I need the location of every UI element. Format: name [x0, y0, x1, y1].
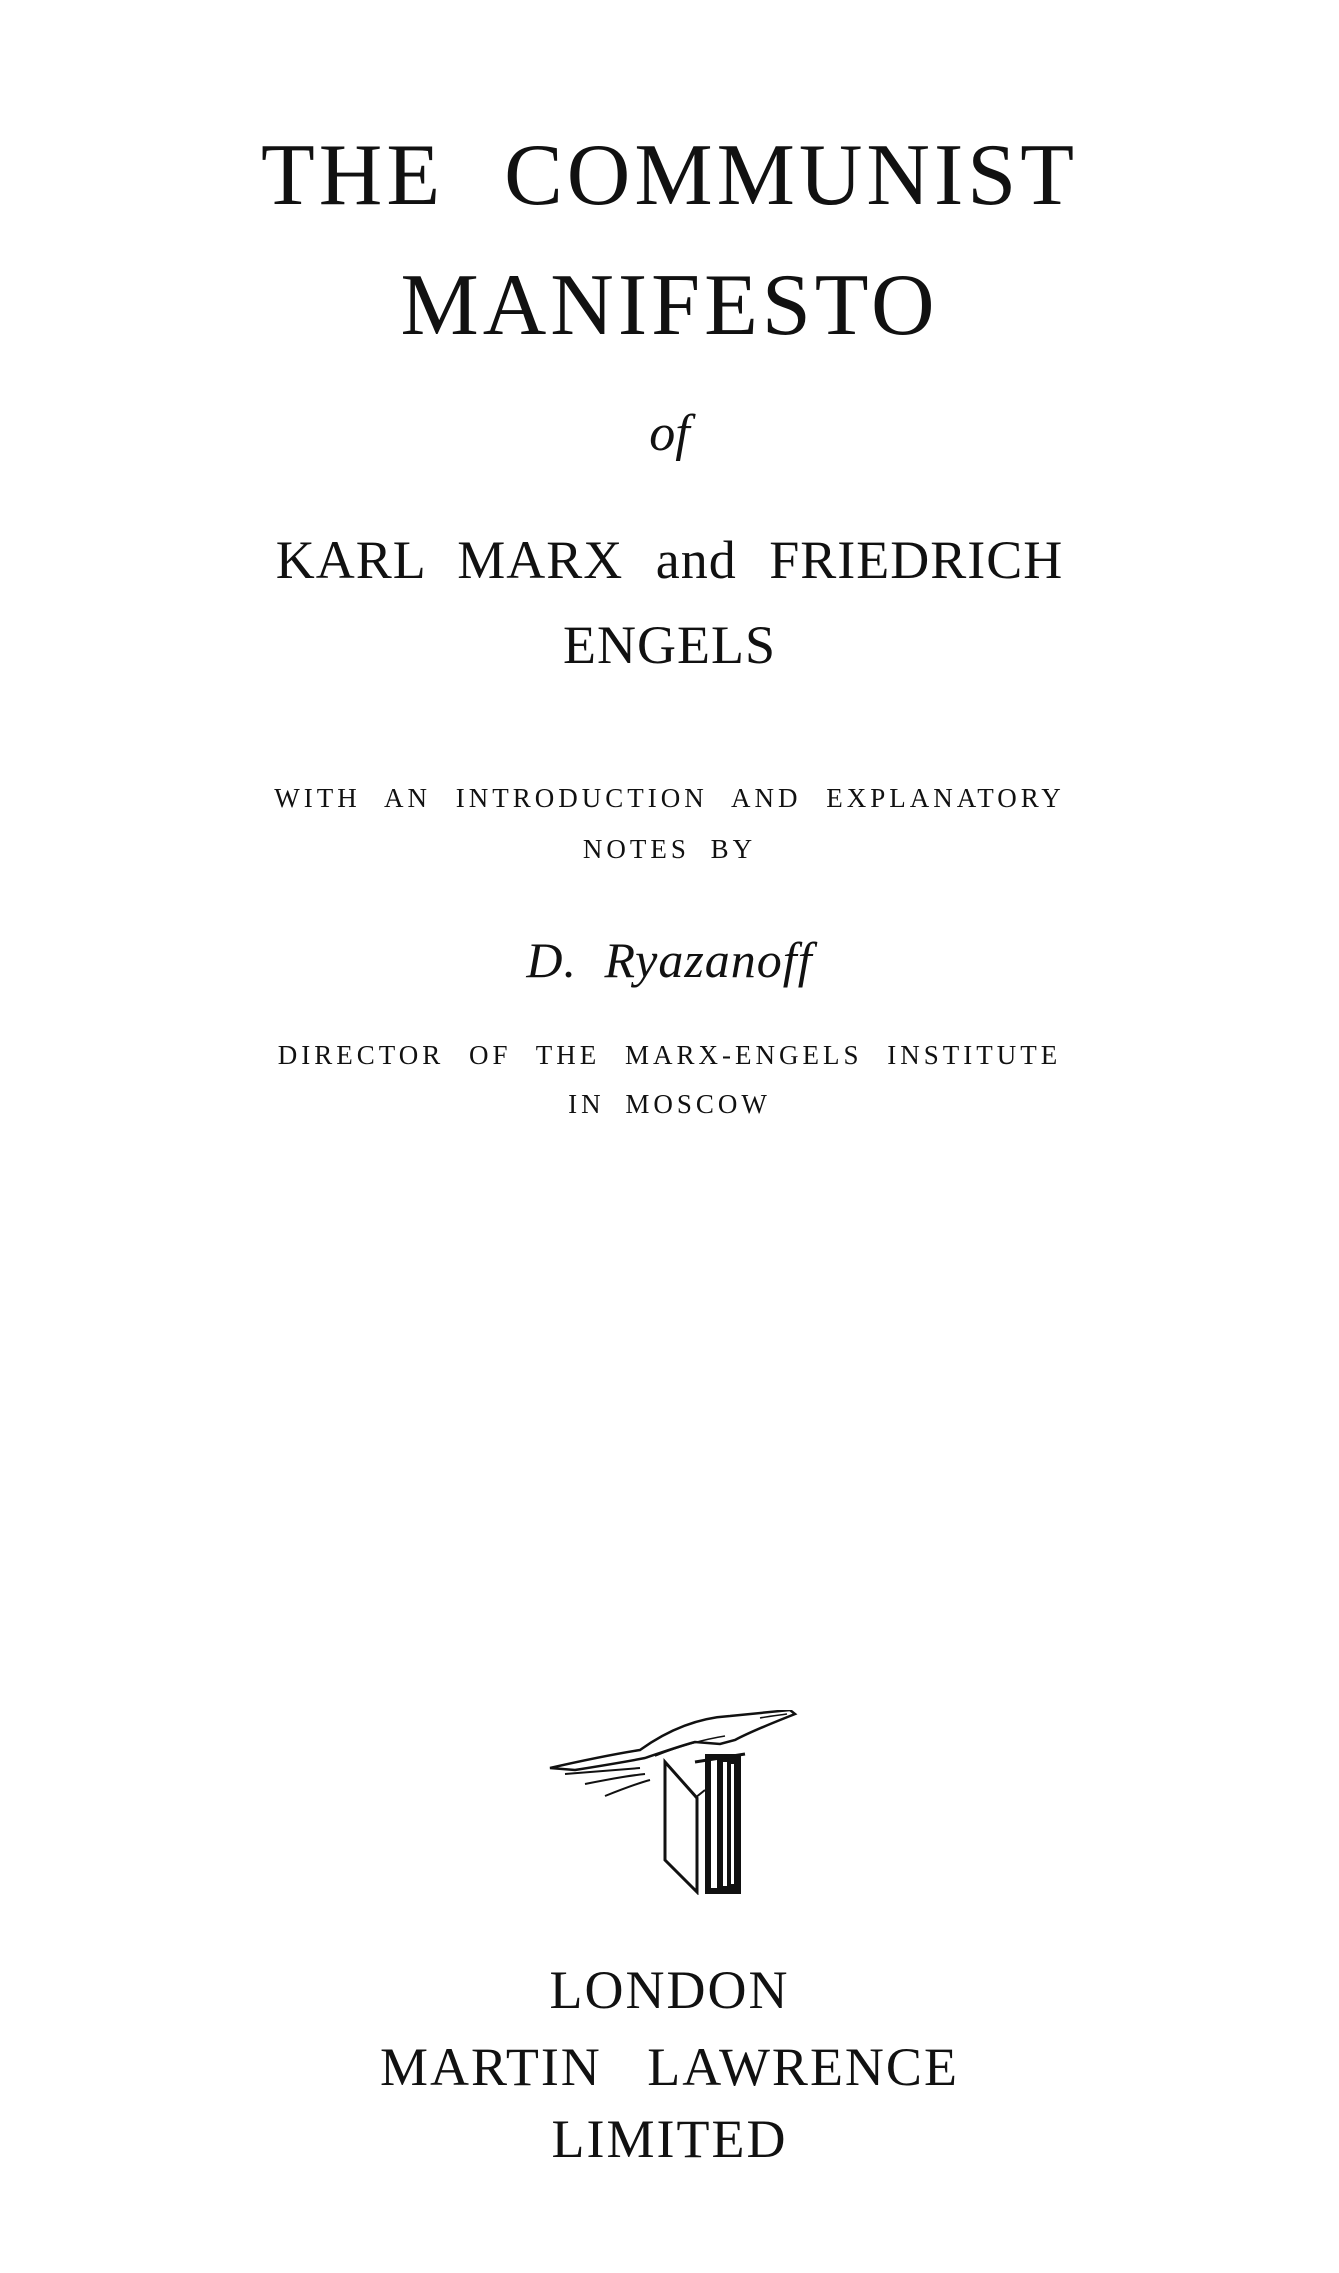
- of-text: of: [649, 405, 690, 462]
- imprint-publisher: MARTIN LAWRENCE: [380, 2037, 959, 2097]
- imprint-city: LONDON: [549, 1960, 790, 2020]
- title-line-2: MANIFESTO: [400, 257, 939, 354]
- editor-name: D. Ryazanoff: [526, 932, 813, 988]
- authors-line-1: KARL MARX and FRIEDRICH: [275, 530, 1064, 590]
- introduction-line-1: WITH AN INTRODUCTION AND EXPLANATORY: [274, 783, 1065, 813]
- imprint-suffix: LIMITED: [551, 2109, 788, 2169]
- authors-line-2: ENGELS: [563, 615, 776, 675]
- title-line-1: THE COMMUNIST: [261, 127, 1078, 224]
- editor-role-line-2: IN MOSCOW: [568, 1089, 771, 1119]
- introduction-line-2: NOTES BY: [582, 834, 757, 864]
- editor-role-line-1: DIRECTOR OF THE MARX-ENGELS INSTITUTE: [277, 1040, 1062, 1070]
- publisher-device-icon: [545, 1710, 820, 1895]
